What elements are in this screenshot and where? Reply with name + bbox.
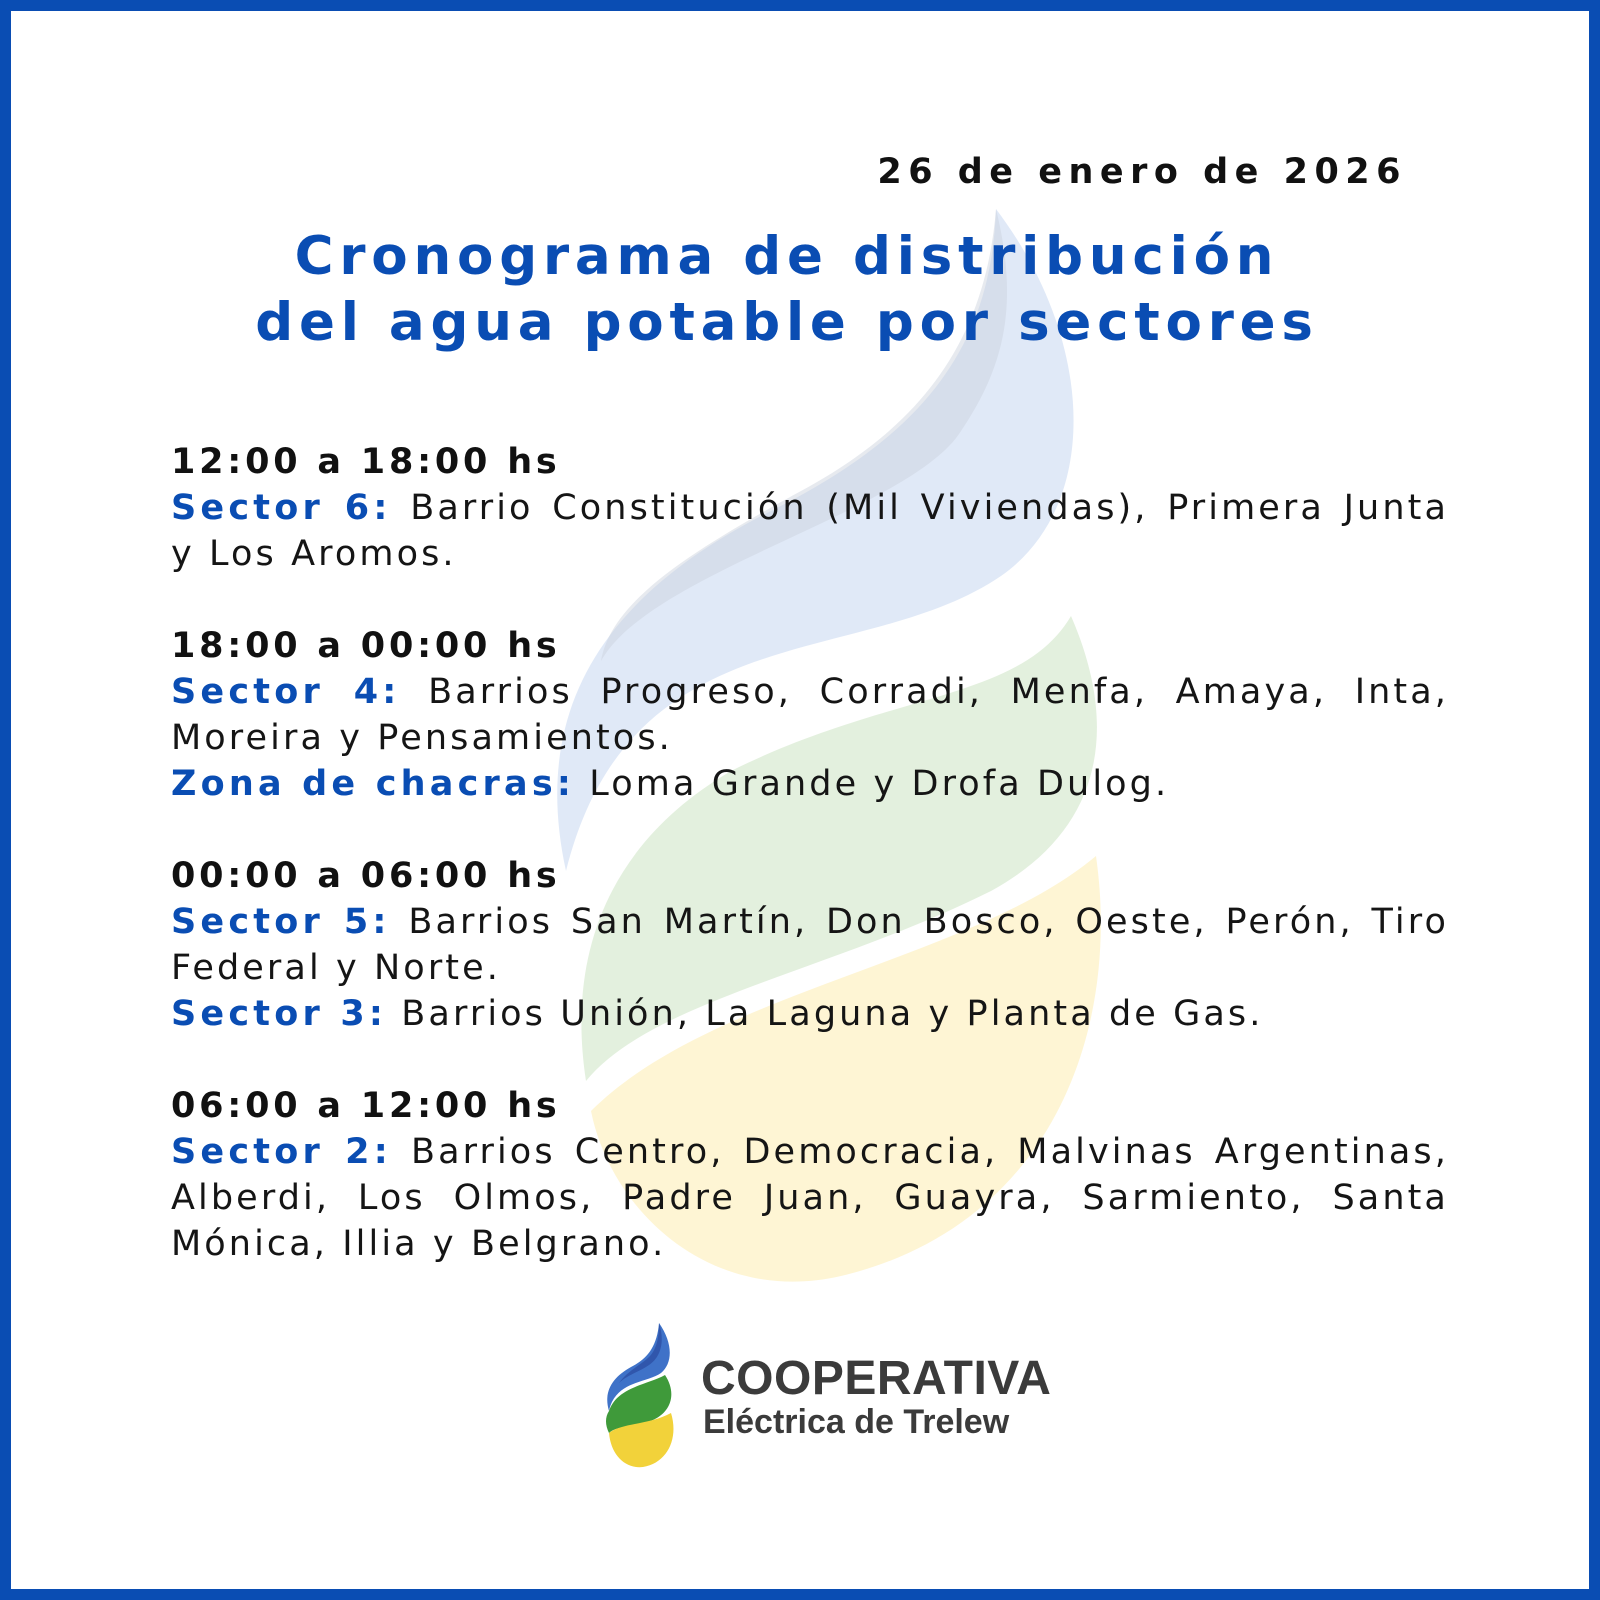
cooperativa-logo [601,1321,1061,1471]
sector-neighborhoods: Barrios Progreso, Corradi, Menfa, Amaya, Inta, Moreira y Pensamientos. [171,672,1449,758]
sector-separator: : [373,1132,392,1172]
sector-neighborhoods: Barrios Unión, La Laguna y Planta de Gas. [387,994,1264,1034]
sector-neighborhoods: Barrios Centro, Democracia, Malvinas Argentinas, Alberdi, Los Olmos, Padre Juan, Guayra, Sarmiento, Santa Mónica, Illia y Belgrano. [171,1132,1449,1264]
sector-entry [171,1129,1449,1267]
sector-label: Sector 3 [171,994,369,1034]
logo-name: COOPERATIVA [701,1352,1052,1405]
date-label: 26 de enero de 2026 [877,152,1407,192]
sector-entry [171,761,1449,807]
sector-separator: : [368,994,388,1034]
sector-entry [171,669,1449,761]
schedule-block [171,623,1449,807]
sector-label: Sector 4 [171,672,383,712]
flame-leaf-logo-icon [601,1321,681,1471]
schedule-list [171,439,1449,1313]
sector-neighborhoods: Loma Grande y Drofa Dulog. [575,764,1170,804]
title-line-1: Cronograma de distribución [294,226,1280,287]
sector-separator: : [382,672,401,712]
time-range: 00:00 a 06:00 hs [171,856,561,896]
time-range: 12:00 a 18:00 hs [171,442,561,482]
time-range: 06:00 a 12:00 hs [171,1086,561,1126]
schedule-block [171,853,1449,1037]
title-line-2: del agua potable por sectores [255,292,1319,353]
sector-label: Sector 6 [171,488,374,528]
sector-label: Sector 2 [171,1132,374,1172]
sector-entry [171,991,1449,1037]
sector-separator: : [373,488,392,528]
sector-neighborhoods: Barrios San Martín, Don Bosco, Oeste, Perón, Tiro Federal y Norte. [171,902,1449,988]
sector-entry [171,485,1449,577]
sector-label: Sector 5 [171,902,373,942]
sector-entry [171,899,1449,991]
schedule-block [171,439,1449,577]
time-range: 18:00 a 00:00 hs [171,626,561,666]
schedule-block [171,1083,1449,1267]
sector-separator: : [556,764,576,804]
sector-separator: : [372,902,391,942]
page-title [11,224,1563,356]
logo-subtitle: Eléctrica de Trelew [703,1403,1010,1441]
sector-label: Zona de chacras [171,764,557,804]
sector-neighborhoods: Barrio Constitución (Mil Viviendas), Primera Junta y Los Aromos. [171,488,1449,574]
